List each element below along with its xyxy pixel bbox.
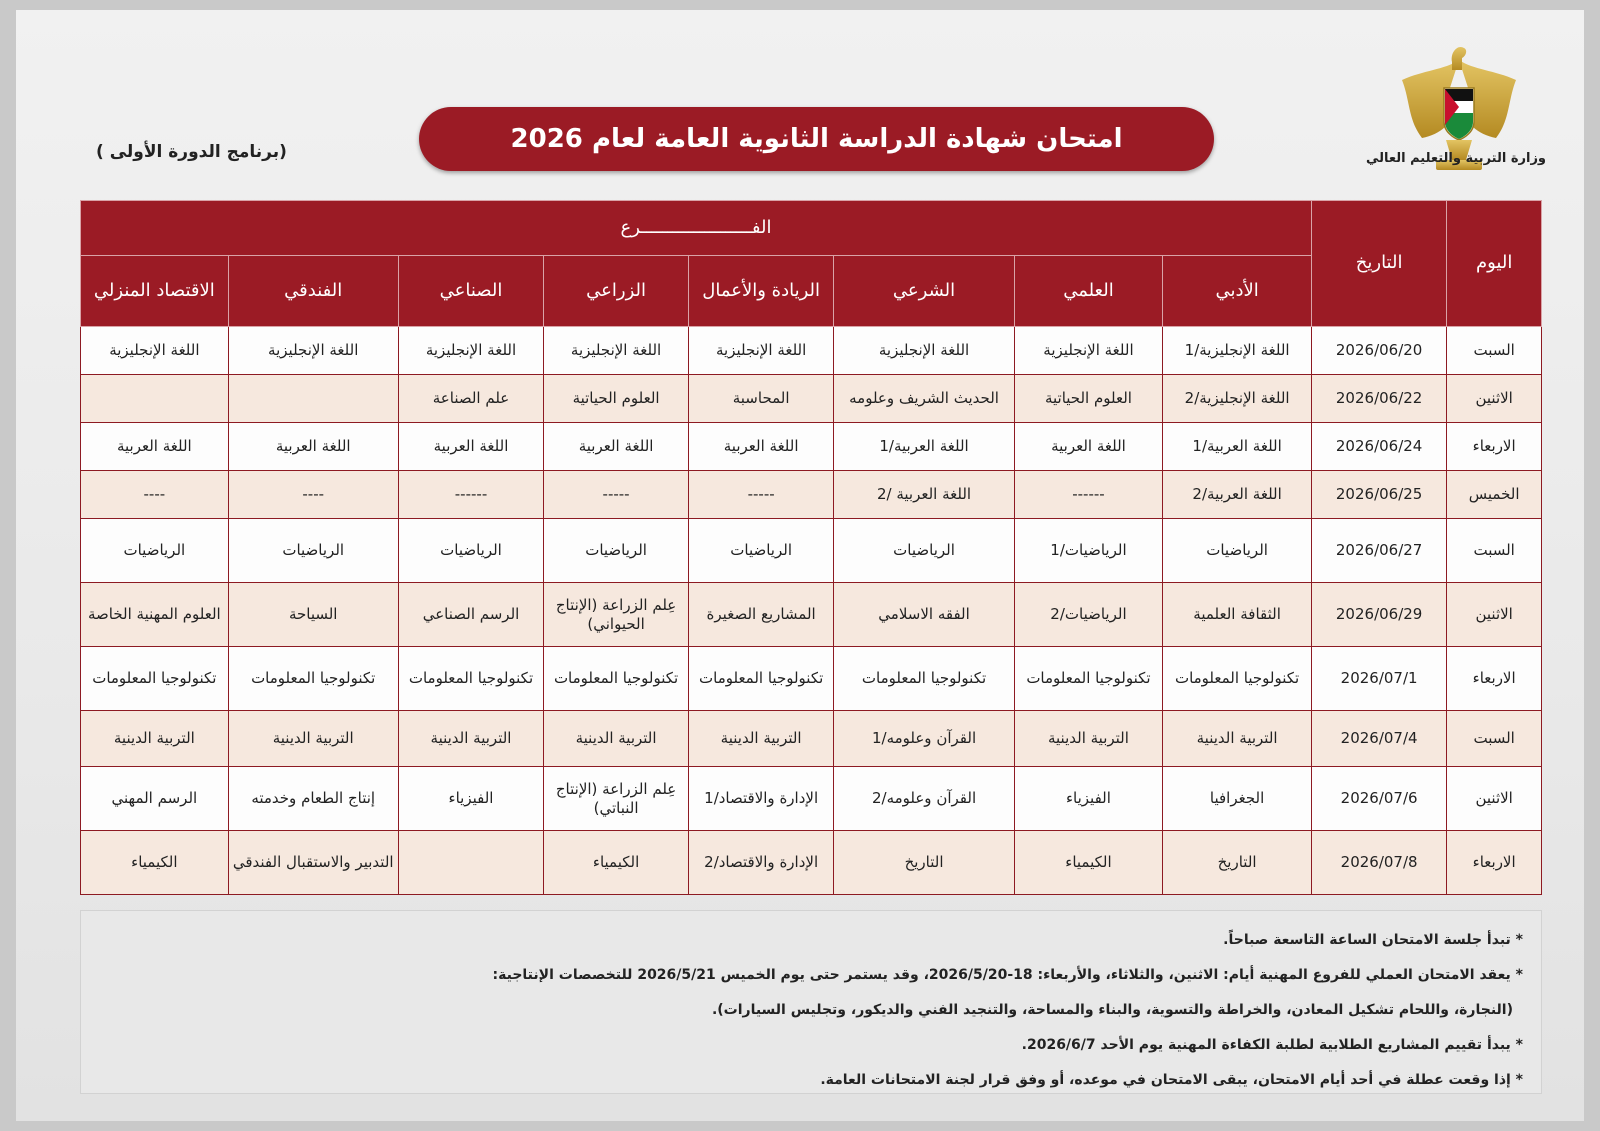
- table-row: [81, 519, 1542, 583]
- ministry-name: وزارة التربية والتعليم العالي: [1365, 151, 1547, 166]
- cell-subject: الرياضيات: [398, 519, 544, 583]
- cell-day: الخميس: [1447, 471, 1542, 519]
- cell-date: 2026/06/29: [1311, 583, 1446, 647]
- cell-date: 2026/07/1: [1311, 647, 1446, 711]
- cell-subject: القرآن وعلومه/1: [834, 711, 1014, 767]
- cell-day: الاثنين: [1447, 583, 1542, 647]
- cell-subject: اللغة العربية: [544, 423, 689, 471]
- cell-subject: العلوم الحياتية: [1014, 375, 1163, 423]
- cell-subject: التاريخ: [834, 831, 1014, 895]
- cell-subject: تكنولوجيا المعلومات: [228, 647, 398, 711]
- cell-subject: -----: [544, 471, 689, 519]
- cell-subject: الرياضيات: [81, 519, 229, 583]
- cell-day: السبت: [1447, 327, 1542, 375]
- exam-schedule-page: [16, 10, 1584, 1121]
- table-row: [81, 423, 1542, 471]
- cell-subject: اللغة الإنجليزية: [398, 327, 544, 375]
- cell-subject: اللغة العربية: [398, 423, 544, 471]
- cell-subject: الإدارة والاقتصاد/1: [688, 767, 834, 831]
- cell-date: 2026/07/6: [1311, 767, 1446, 831]
- cell-subject: تكنولوجيا المعلومات: [688, 647, 834, 711]
- cell-subject: الرسم الصناعي: [398, 583, 544, 647]
- cell-subject: اللغة الإنجليزية: [228, 327, 398, 375]
- cell-subject: ------: [398, 471, 544, 519]
- cell-subject: الرياضيات/2: [1014, 583, 1163, 647]
- note-line: * يعقد الامتحان العملي للفروع المهنية أيام: الاثنين، والثلاثاء، والأربعاء: 18-2026/5/20، وقد يستمر حتى يوم الخميس 2026/5/21 للتخصصات الإنتاجية:: [492, 967, 1523, 983]
- header-branch: العلمي: [1014, 256, 1163, 327]
- cell-day: الاثنين: [1447, 767, 1542, 831]
- cell-subject: الرياضيات: [834, 519, 1014, 583]
- table-row: [81, 767, 1542, 831]
- cell-subject: التاريخ: [1163, 831, 1312, 895]
- cell-subject: الكيمياء: [544, 831, 689, 895]
- header-day: اليوم: [1447, 201, 1542, 327]
- cell-subject: اللغة الإنجليزية: [688, 327, 834, 375]
- note-line: * يبدأ تقييم المشاريع الطلابية لطلبة الكفاءة المهنية يوم الأحد 2026/6/7.: [1021, 1037, 1523, 1053]
- cell-subject: التربية الدينية: [228, 711, 398, 767]
- cell-subject: اللغة العربية: [228, 423, 398, 471]
- cell-date: 2026/06/25: [1311, 471, 1446, 519]
- cell-subject: اللغة العربية: [688, 423, 834, 471]
- notes-box: [80, 910, 1542, 1094]
- cell-day: الاثنين: [1447, 375, 1542, 423]
- cell-subject: المحاسبة: [688, 375, 834, 423]
- table-row: [81, 375, 1542, 423]
- cell-subject: التربية الدينية: [688, 711, 834, 767]
- cell-subject: الفيزياء: [398, 767, 544, 831]
- cell-subject: [81, 375, 229, 423]
- cell-date: 2026/06/24: [1311, 423, 1446, 471]
- table-row: [81, 471, 1542, 519]
- cell-subject: اللغة العربية /2: [834, 471, 1014, 519]
- cell-subject: تكنولوجيا المعلومات: [544, 647, 689, 711]
- cell-subject: التربية الدينية: [1014, 711, 1163, 767]
- cell-subject: الرياضيات: [228, 519, 398, 583]
- cell-day: الاربعاء: [1447, 423, 1542, 471]
- header-branch: الفندقي: [228, 256, 398, 327]
- cell-subject: العلوم الحياتية: [544, 375, 689, 423]
- cell-subject: اللغة الإنجليزية/1: [1163, 327, 1312, 375]
- cell-subject: الجغرافيا: [1163, 767, 1312, 831]
- exam-schedule-table: [80, 200, 1542, 895]
- table-row: [81, 647, 1542, 711]
- cell-subject: ----: [228, 471, 398, 519]
- cell-subject: اللغة العربية: [81, 423, 229, 471]
- cell-subject: اللغة العربية/2: [1163, 471, 1312, 519]
- cell-date: 2026/06/20: [1311, 327, 1446, 375]
- cell-subject: الثقافة العلمية: [1163, 583, 1312, 647]
- cell-date: 2026/06/27: [1311, 519, 1446, 583]
- cell-subject: إنتاج الطعام وخدمته: [228, 767, 398, 831]
- note-line: * إذا وقعت عطلة في أحد أيام الامتحان، يبقى الامتحان في موعده، أو وفق قرار لجنة الامتحانات العامة.: [820, 1072, 1523, 1088]
- note-line: * تبدأ جلسة الامتحان الساعة التاسعة صباحاً.: [1223, 932, 1523, 948]
- cell-subject: السياحة: [228, 583, 398, 647]
- cell-day: الاربعاء: [1447, 831, 1542, 895]
- table-row: [81, 831, 1542, 895]
- cell-subject: علم الصناعة: [398, 375, 544, 423]
- cell-subject: تكنولوجيا المعلومات: [81, 647, 229, 711]
- header-branch: الشرعي: [834, 256, 1014, 327]
- cell-subject: الرياضيات: [544, 519, 689, 583]
- cell-day: السبت: [1447, 519, 1542, 583]
- session-subtitle: (برنامج الدورة الأولى ): [96, 142, 287, 162]
- cell-subject: تكنولوجيا المعلومات: [834, 647, 1014, 711]
- page-title: امتحان شهادة الدراسة الثانوية العامة لعام 2026: [419, 107, 1214, 171]
- header-branch: الريادة والأعمال: [688, 256, 834, 327]
- table-row: [81, 327, 1542, 375]
- cell-subject: الإدارة والاقتصاد/2: [688, 831, 834, 895]
- header-branch: الزراعي: [544, 256, 689, 327]
- cell-subject: المشاريع الصغيرة: [688, 583, 834, 647]
- cell-date: 2026/06/22: [1311, 375, 1446, 423]
- cell-subject: عِلم الزراعة (الإنتاج الحيواني): [544, 583, 689, 647]
- cell-subject: العلوم المهنية الخاصة: [81, 583, 229, 647]
- cell-subject: القرآن وعلومه/2: [834, 767, 1014, 831]
- header-branch: الاقتصاد المنزلي: [81, 256, 229, 327]
- cell-day: السبت: [1447, 711, 1542, 767]
- cell-subject: الفقه الاسلامي: [834, 583, 1014, 647]
- header-branch: الصناعي: [398, 256, 544, 327]
- cell-subject: [398, 831, 544, 895]
- cell-subject: اللغة العربية/1: [1163, 423, 1312, 471]
- cell-subject: اللغة الإنجليزية: [544, 327, 689, 375]
- cell-subject: ----: [81, 471, 229, 519]
- header-branch-group: الفـــــــــــــــــــــرع: [81, 201, 1312, 256]
- cell-subject: الرياضيات/1: [1014, 519, 1163, 583]
- cell-subject: الحديث الشريف وعلومه: [834, 375, 1014, 423]
- cell-subject: الرسم المهني: [81, 767, 229, 831]
- cell-subject: التربية الدينية: [398, 711, 544, 767]
- cell-subject: اللغة الإنجليزية: [1014, 327, 1163, 375]
- cell-subject: -----: [688, 471, 834, 519]
- header-branch: الأدبي: [1163, 256, 1312, 327]
- cell-subject: تكنولوجيا المعلومات: [1014, 647, 1163, 711]
- cell-subject: الرياضيات: [688, 519, 834, 583]
- cell-subject: الفيزياء: [1014, 767, 1163, 831]
- cell-date: 2026/07/4: [1311, 711, 1446, 767]
- cell-subject: الرياضيات: [1163, 519, 1312, 583]
- cell-subject: التدبير والاستقبال الفندقي: [228, 831, 398, 895]
- table-row: [81, 583, 1542, 647]
- cell-subject: الكيمياء: [81, 831, 229, 895]
- cell-date: 2026/07/8: [1311, 831, 1446, 895]
- note-line: (النجارة، واللحام تشكيل المعادن، والخراطة والتسوية، والبناء والمساحة، والتنجيد الفني والديكور، وتجليس السيارات).: [711, 1002, 1513, 1018]
- cell-subject: ------: [1014, 471, 1163, 519]
- header-date: التاريخ: [1311, 201, 1446, 327]
- cell-subject: التربية الدينية: [544, 711, 689, 767]
- cell-subject: عِلم الزراعة (الإنتاج النباتي): [544, 767, 689, 831]
- cell-subject: التربية الدينية: [1163, 711, 1312, 767]
- cell-subject: اللغة الإنجليزية: [834, 327, 1014, 375]
- cell-subject: [228, 375, 398, 423]
- cell-subject: التربية الدينية: [81, 711, 229, 767]
- cell-subject: اللغة الإنجليزية/2: [1163, 375, 1312, 423]
- table-row: [81, 711, 1542, 767]
- cell-subject: اللغة الإنجليزية: [81, 327, 229, 375]
- cell-day: الاربعاء: [1447, 647, 1542, 711]
- cell-subject: تكنولوجيا المعلومات: [398, 647, 544, 711]
- cell-subject: الكيمياء: [1014, 831, 1163, 895]
- cell-subject: تكنولوجيا المعلومات: [1163, 647, 1312, 711]
- cell-subject: اللغة العربية/1: [834, 423, 1014, 471]
- cell-subject: اللغة العربية: [1014, 423, 1163, 471]
